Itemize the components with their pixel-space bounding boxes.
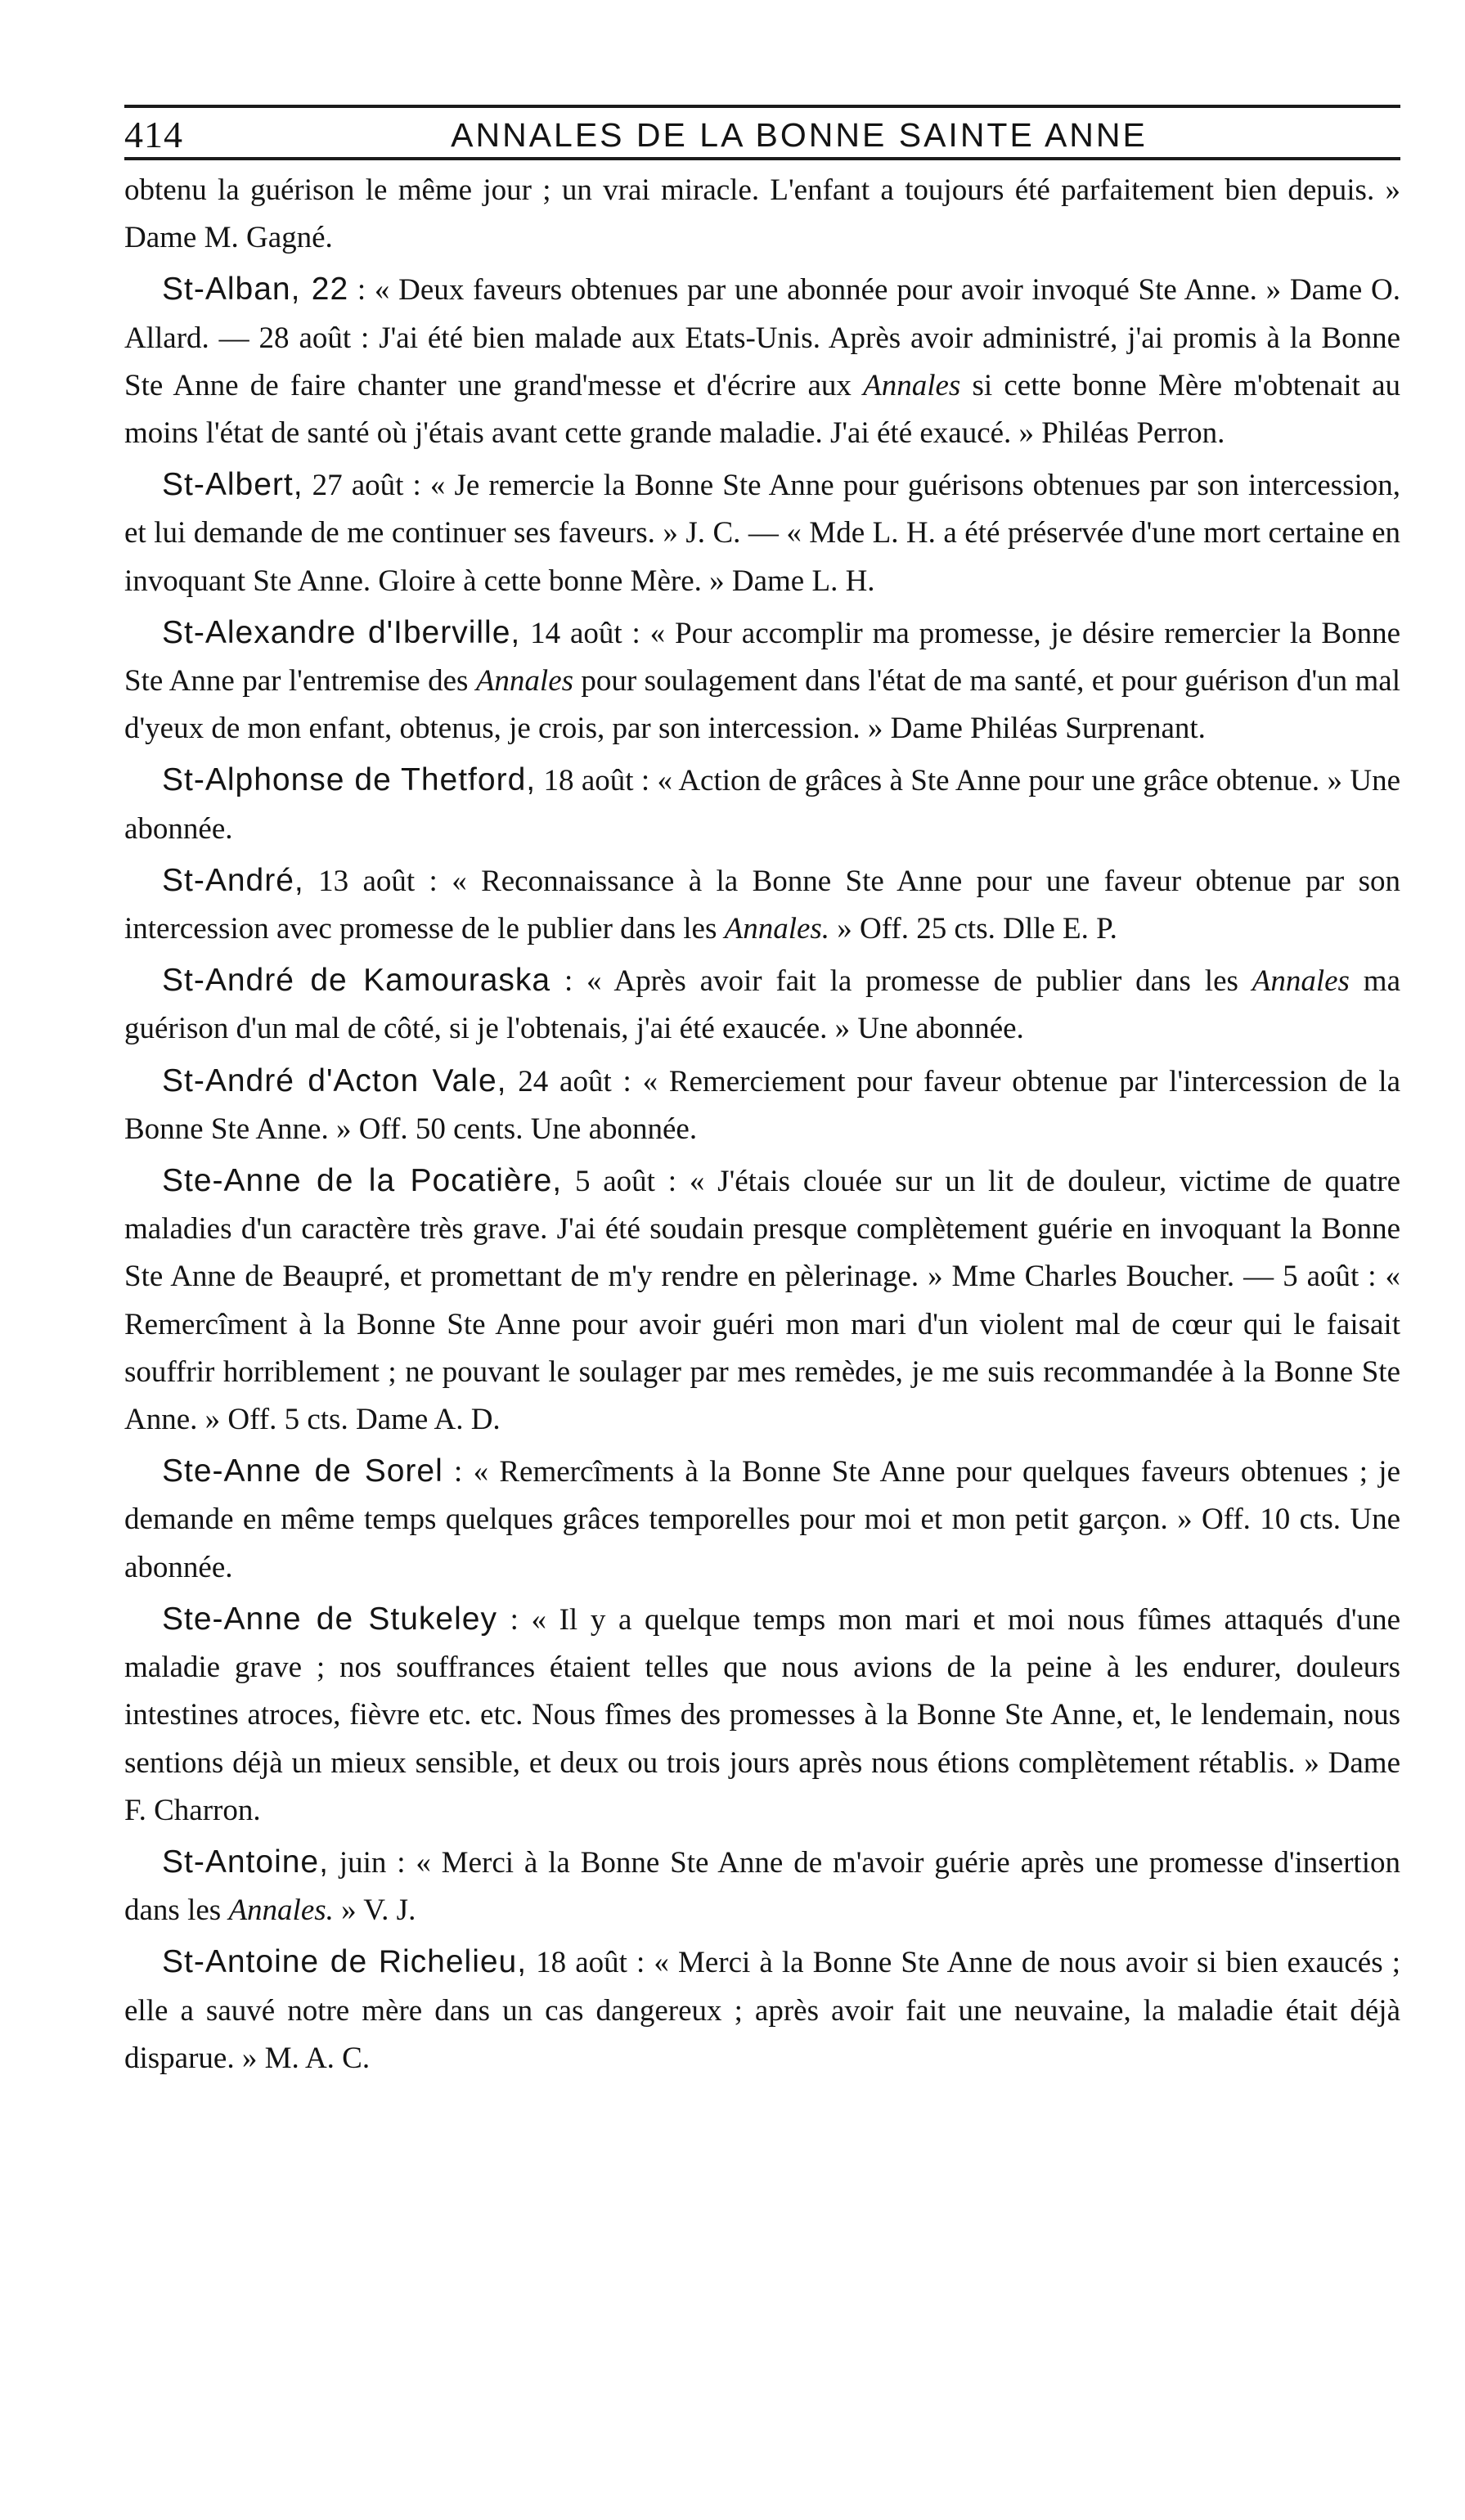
entry-paragraph (124, 609, 1400, 753)
entry-paragraph (124, 1938, 1400, 2082)
entry-text: : « Après avoir fait la promesse de publier dans les (550, 964, 1252, 999)
entry-paragraph (124, 461, 1400, 605)
entry-place-name: St-André de Kamouraska (162, 963, 551, 999)
publication-title: Annales. (724, 912, 830, 946)
entry-paragraph (124, 1596, 1400, 1835)
journal-title: ANNALES DE LA BONNE SAINTE ANNE (451, 116, 1148, 154)
publication-title: Annales. (228, 1893, 334, 1928)
entry-text: pour soulagement dans l'état de ma santé, et pour guérison d'un mal d'yeux de mon enfant, obtenus, je crois, par son intercession. » Dame Philéas Surprenant. (124, 664, 1401, 746)
entry-paragraph (124, 1448, 1400, 1592)
entry-text: » V. J. (333, 1893, 416, 1928)
entry-text: juin : « Merci à la Bonne Ste Anne de m'avoir guérie après une promesse d'insertion dans les (124, 1845, 1400, 1928)
entry-place-name: St-Alban, 22 (162, 272, 349, 308)
entry-place-name: Ste-Anne de Sorel (162, 1453, 443, 1489)
entries-list (124, 167, 1400, 2082)
entry-place-name: St-Albert, (162, 467, 303, 503)
entry-text: 13 août : « Reconnaissance à la Bonne Ste Anne pour une faveur obtenue par son intercession avec promesse de le publier dans les (124, 864, 1400, 946)
entry-paragraph (124, 1058, 1400, 1153)
publication-title: Annales (475, 664, 574, 699)
publication-title: Annales (863, 368, 961, 402)
page-number: 414 (124, 114, 183, 155)
entry-text: obtenu la guérison le même jour ; un vrai miracle. L'enfant a toujours été parfaitement bien depuis. » Dame M. Gagné. (124, 173, 1400, 255)
entry-text: » Off. 25 cts. Dlle E. P. (829, 912, 1117, 946)
entry-text: si cette bonne Mère m'obtenait au moins l'état de santé où j'étais avant cette grande maladie. J'ai été exaucé. » Philéas Perron. (124, 368, 1400, 451)
entry-place-name: Ste-Anne de Stukeley (162, 1601, 497, 1637)
page (124, 105, 1400, 2087)
entry-text: 14 août : « Pour accomplir ma promesse, je désire remercier la Bonne Ste Anne par l'entremise des (124, 616, 1400, 699)
entry-place-name: St-André d'Acton Vale, (162, 1062, 507, 1098)
entry-text: 24 août : « Remerciement pour faveur obtenue par l'intercession de la Bonne Ste Anne. » Off. 50 cents. Une abonnée. (124, 1064, 1400, 1146)
entry-text: : « Il y a quelque temps mon mari et moi nous fûmes attaqués d'une maladie grave ; nos souffrances étaient telles que nous avions de la peine à les endurer, douleurs intestines atroces, fièvre etc. etc. Nous fîmes des promesses à la Bonne Ste Anne, et, le lendemain, nous sentions déjà un mieux sensible, et deux ou trois jours après nous étions complètement rétablis. » Dame F. Charron. (124, 1602, 1400, 1827)
entry-text: : « Deux faveurs obtenues par une abonnée pour avoir invoqué Ste Anne. » Dame O. Allard. — 28 août : J'ai été bien malade aux Etats-Unis. Après avoir administré, j'ai promis à la Bonne Ste Anne de faire chanter une grand'messe et d'écrire aux (124, 273, 1400, 402)
entry-place-name: St-Antoine, (162, 1844, 329, 1880)
entry-text: : « Remercîments à la Bonne Ste Anne pour quelques faveurs obtenues ; je demande en même temps quelques grâces temporelles pour moi et mon petit garçon. » Off. 10 cts. Une abonnée. (124, 1455, 1400, 1584)
entry-place-name: Ste-Anne de la Pocatière, (162, 1163, 563, 1199)
entry-text: ma guérison d'un mal de côté, si je l'obtenais, j'ai été exaucée. » Une abonnée. (124, 964, 1400, 1046)
entry-place-name: St-Antoine de Richelieu, (162, 1944, 528, 1980)
entry-paragraph (124, 1157, 1400, 1444)
entry-text: 18 août : « Merci à la Bonne Ste Anne de nous avoir si bien exaucés ; elle a sauvé notre mère dans un cas dangereux ; après avoir fait une neuvaine, la maladie était déjà disparue. » M. A. C. (124, 1946, 1400, 2075)
entry-paragraph (124, 266, 1400, 457)
entry-paragraph (124, 757, 1400, 852)
publication-title: Annales (1252, 964, 1350, 999)
entry-paragraph (124, 1839, 1400, 1934)
entry-place-name: St-André, (162, 862, 304, 898)
entry-paragraph (124, 857, 1400, 953)
entry-text: 5 août : « J'étais clouée sur un lit de douleur, victime de quatre maladies d'un caractère très grave. J'ai été soudain presque complètement guérie en invoquant la Bonne Ste Anne de Beaupré, et promettant de m'y rendre en pèlerinage. » Mme Charles Boucher. — 5 août : « Remercîment à la Bonne Ste Anne pour avoir guéri mon mari d'un violent mal de cœur qui le faisait souffrir horriblement ; ne pouvant le soulager par mes remèdes, je me suis recommandée à la Bonne Ste Anne. » Off. 5 cts. Dame A. D. (124, 1165, 1400, 1437)
entry-paragraph (124, 167, 1400, 262)
entry-place-name: St-Alexandre d'Iberville, (162, 614, 521, 650)
entry-paragraph (124, 957, 1400, 1053)
running-head (124, 105, 1400, 160)
entry-text: 18 août : « Action de grâces à Ste Anne pour une grâce obtenue. » Une abonnée. (124, 764, 1400, 846)
entry-place-name: St-Alphonse de Thetford, (162, 762, 537, 798)
entry-text: 27 août : « Je remercie la Bonne Ste Anne pour guérisons obtenues par son intercession, et lui demande de me continuer ses faveurs. » J. C. — « Mde L. H. a été préservée d'une mort certaine en invoquant Ste Anne. Gloire à cette bonne Mère. » Dame L. H. (124, 469, 1400, 598)
